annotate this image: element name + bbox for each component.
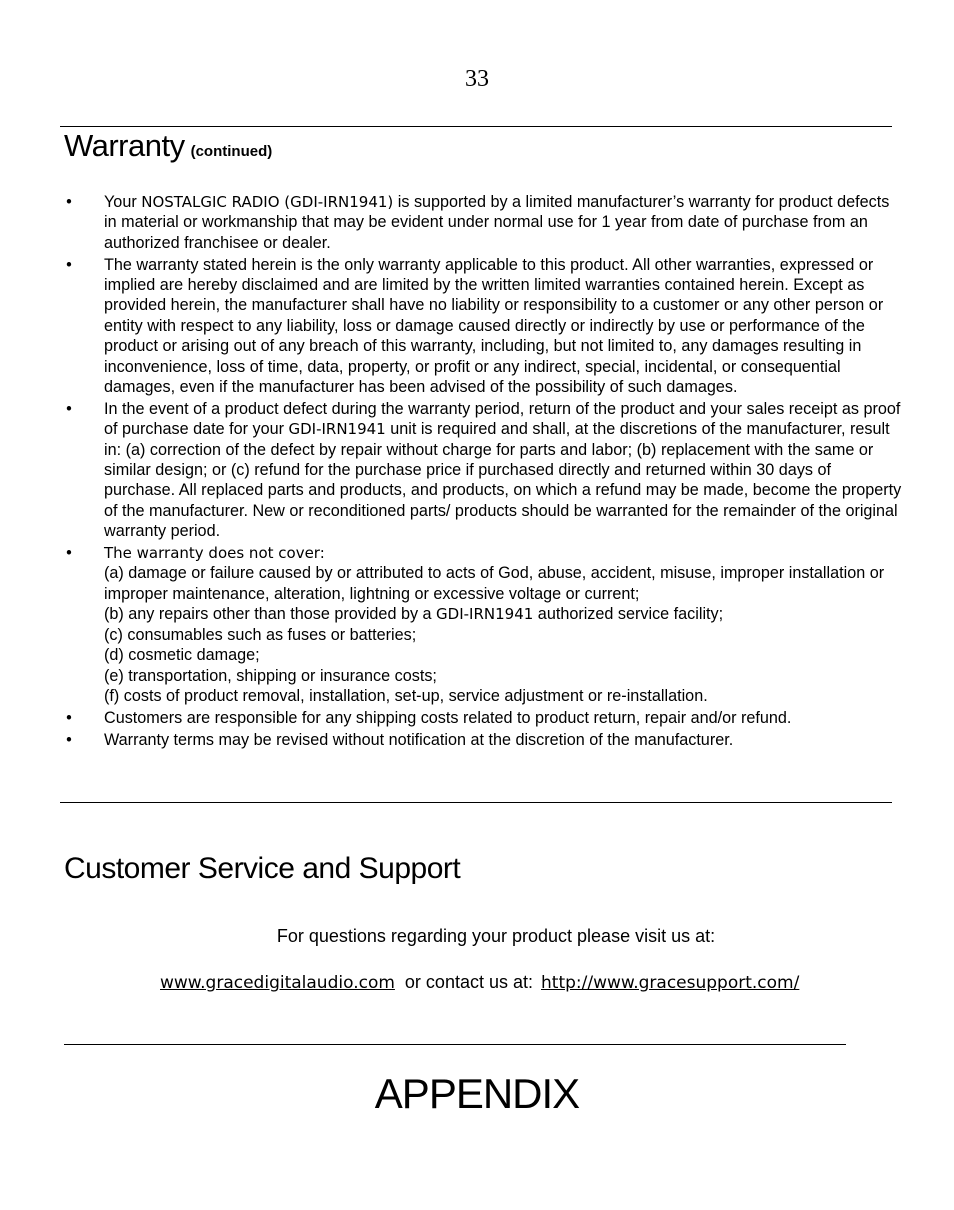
support-links: [160, 972, 799, 993]
warranty-heading: [64, 128, 272, 164]
product-name: NOSTALGIC RADIO (GDI-IRN1941): [141, 193, 394, 211]
list-item: [64, 730, 904, 750]
list-item: [64, 708, 904, 728]
bullet-icon: •: [66, 255, 72, 274]
support-contact-text: or contact us at:: [404, 972, 533, 992]
item-text-post: unit is required and shall, at the discretions of the manufacturer, result in: (a) correction of the defect by repair without charge for parts and labor; (b) replacement with the same or similar design; or (c) refund for the purchase price if purchased directly and returned within 30 days of purchase. All replaced parts and products, and products, on which a refund may be made, become the property of the manufacturer. New or reconditioned parts/ products should be warranted for the remainder of the original warranty period.: [104, 420, 902, 541]
item-text-post: is supported by a limited manufacturer’s warranty for product defects in material or workmanship that may be evident under normal use for 1 year from date of purchase from an authorized franchisee or dealer.: [104, 193, 890, 252]
bottom-divider: [64, 1044, 846, 1045]
exclusion-a: (a) damage or failure caused by or attributed to acts of God, abuse, accident, misuse, improper installation or improper maintenance, alteration, lightning or excessive voltage or current;: [104, 564, 885, 603]
model-number: GDI-IRN1941: [436, 605, 534, 624]
list-item: [64, 543, 904, 706]
exclusion-b: [104, 604, 904, 624]
warranty-title: Warranty: [64, 128, 185, 163]
item-text-pre: Your: [104, 193, 142, 211]
bullet-icon: •: [66, 399, 72, 418]
list-item: [64, 255, 904, 398]
exclusion-f: (f) costs of product removal, installation, set-up, service adjustment or re-installation.: [104, 686, 708, 705]
warranty-subtitle: (continued): [190, 143, 273, 160]
appendix-title: APPENDIX: [374, 1070, 580, 1117]
item-text: Warranty terms may be revised without notification at the discretion of the manufacturer.: [104, 730, 734, 749]
top-divider: [60, 126, 892, 127]
exclusions-heading: The warranty does not cover:: [104, 544, 325, 563]
bullet-icon: •: [66, 544, 72, 563]
list-item: [64, 399, 904, 542]
exclusion-d: (d) cosmetic damage;: [104, 646, 260, 665]
support-intro: For questions regarding your product please visit us at:: [276, 926, 716, 946]
bullet-icon: •: [66, 730, 72, 749]
grace-digital-audio-link[interactable]: www.gracedigitalaudio.com: [160, 973, 395, 993]
list-item: [64, 192, 904, 253]
model-number: GDI-IRN1941: [288, 420, 386, 439]
bullet-icon: •: [66, 193, 72, 211]
item-text-pre: In the event of a product defect during the warranty period, return of the product and your sales receipt as proof of purchase date for your: [104, 399, 901, 439]
item-text: The warranty stated herein is the only warranty applicable to this product. All other warranties, expressed or implied are hereby disclaimed and are limited by the written limited warranties contained herein. Except as provided herein, the manufacturer shall have no liability or responsibility to a customer or any other person or entity with respect to any liability, loss or damage caused directly or indirectly by use or performance of the product or arising out of any breach of this warranty, including, but not limited to, any damages resulting in inconvenience, loss of time, data, property, or profit or any indirect, special, incidental, or consequential damages, even if the manufacturer has been advised of the possibility of such damages.: [104, 255, 884, 397]
page-number: 33: [465, 66, 489, 92]
bullet-icon: •: [66, 708, 72, 727]
section-divider: [60, 802, 892, 803]
warranty-terms-list: [64, 192, 904, 751]
item-text: Customers are responsible for any shipping costs related to product return, repair and/or refund.: [104, 708, 792, 727]
exclusion-b-pre: (b) any repairs other than those provided by a: [104, 605, 437, 624]
exclusion-c: (c) consumables such as fuses or batteries;: [104, 625, 417, 644]
support-heading: Customer Service and Support: [64, 852, 461, 885]
exclusion-e: (e) transportation, shipping or insurance costs;: [104, 666, 437, 685]
grace-support-link[interactable]: http://www.gracesupport.com/: [541, 973, 800, 993]
exclusion-b-post: authorized service facility;: [533, 605, 724, 624]
